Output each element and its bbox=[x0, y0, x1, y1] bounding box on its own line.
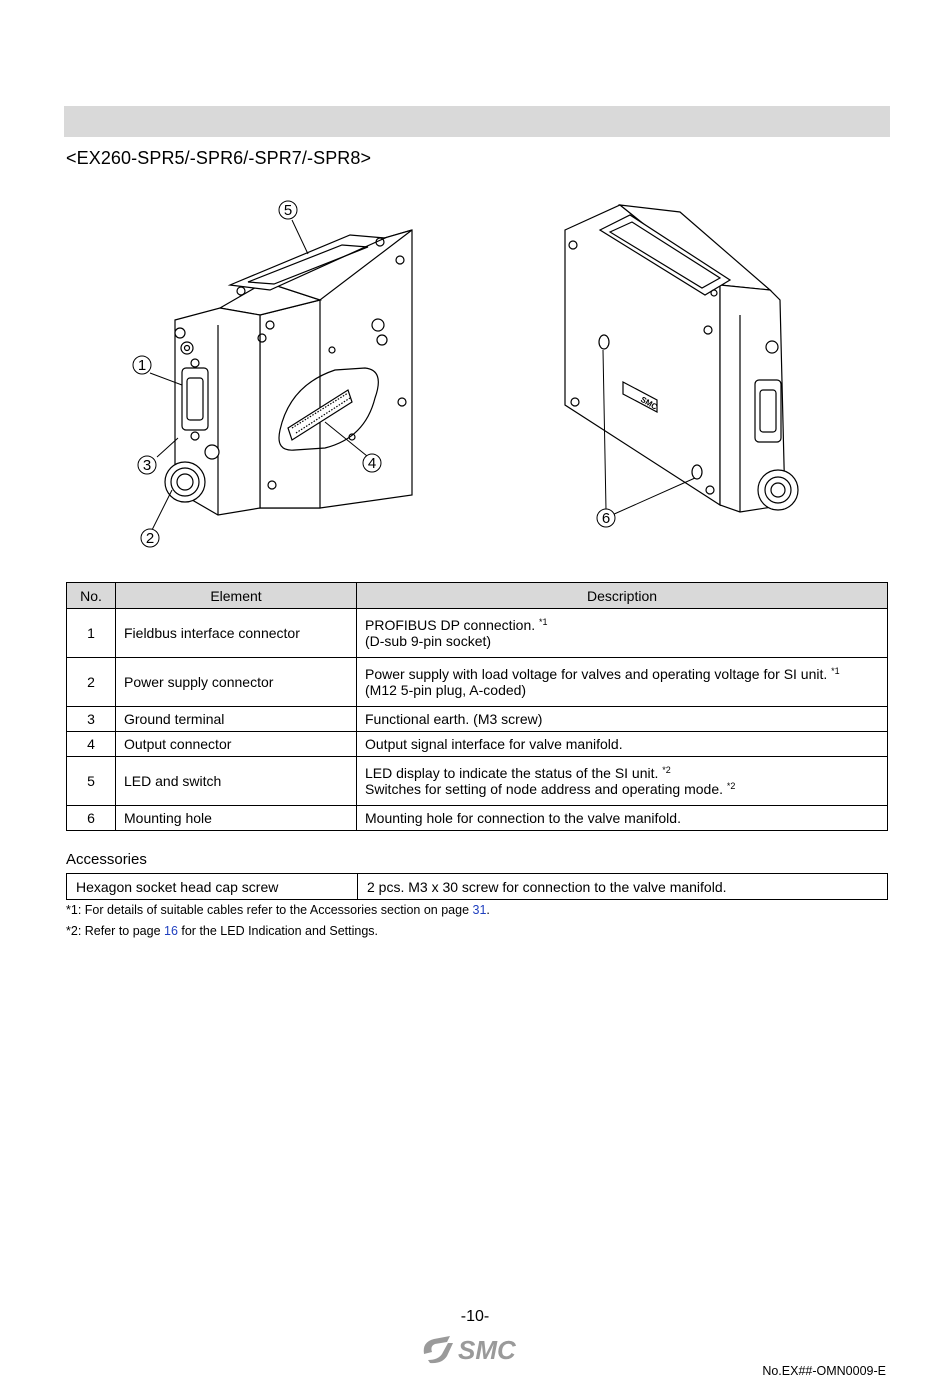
callout-5 bbox=[279, 201, 297, 219]
row-no: 2 bbox=[67, 658, 116, 707]
unit-rear-view bbox=[565, 205, 798, 512]
element-table bbox=[66, 582, 888, 831]
smc-logo bbox=[420, 1330, 532, 1366]
svg-text:3: 3 bbox=[142, 457, 152, 474]
callout-4 bbox=[363, 454, 381, 472]
body-logo-text: SMC bbox=[639, 394, 659, 412]
table-row bbox=[67, 874, 888, 900]
unit-front-view bbox=[165, 230, 412, 515]
svg-text:SMC: SMC bbox=[458, 1335, 516, 1365]
header-no: No. bbox=[67, 583, 116, 609]
row-description: LED display to indicate the status of the SI unit. $^{*2}$ Switches for setting of node address and operating mode. $^{*2}$ bbox=[357, 757, 888, 806]
product-figure bbox=[120, 190, 820, 560]
svg-text:2: 2 bbox=[145, 530, 155, 547]
callout-6 bbox=[597, 509, 615, 527]
accessories-table bbox=[66, 873, 888, 900]
table-row bbox=[67, 806, 888, 831]
row-description: PROFIBUS DP connection. $^{*1}$ (D-sub 9-pin socket) bbox=[357, 609, 888, 658]
svg-text:1: 1 bbox=[137, 357, 147, 374]
row-description: Power supply with load voltage for valves and operating voltage for SI unit. $^{*1}$ (M12 5-pin plug, A-coded) bbox=[357, 658, 888, 707]
row-element: Ground terminal bbox=[116, 707, 357, 732]
document-number: No.EX##-OMN0009-E bbox=[762, 1364, 886, 1378]
table-header-row bbox=[67, 583, 888, 609]
row-description: Functional earth. (M3 screw) bbox=[357, 707, 888, 732]
table-row bbox=[67, 609, 888, 658]
row-description: Mounting hole for connection to the valve manifold. bbox=[357, 806, 888, 831]
row-element: Output connector bbox=[116, 732, 357, 757]
page-number: -10- bbox=[460, 1308, 490, 1325]
callout-1 bbox=[133, 356, 151, 374]
page-link-16[interactable]: 16 bbox=[164, 924, 178, 938]
section-header-bar bbox=[64, 106, 890, 137]
row-no: 6 bbox=[67, 806, 116, 831]
header-element: Element bbox=[116, 583, 357, 609]
row-no: 5 bbox=[67, 757, 116, 806]
row-element: LED and switch bbox=[116, 757, 357, 806]
row-element: Fieldbus interface connector bbox=[116, 609, 357, 658]
page-link-31[interactable]: 31 bbox=[472, 903, 487, 917]
table-row bbox=[67, 658, 888, 707]
row-no: 4 bbox=[67, 732, 116, 757]
svg-text:4: 4 bbox=[367, 455, 377, 472]
footnote-2: *2: Refer to page 16 for the LED Indication and Settings. bbox=[66, 924, 379, 938]
svg-text:5: 5 bbox=[283, 202, 293, 219]
model-title: <EX260-SPR5/-SPR6/-SPR7/-SPR8> bbox=[66, 148, 372, 168]
row-element: Mounting hole bbox=[116, 806, 357, 831]
row-description: Output signal interface for valve manifold. bbox=[357, 732, 888, 757]
callout-3 bbox=[138, 456, 156, 474]
header-description: Description bbox=[357, 583, 888, 609]
table-row bbox=[67, 707, 888, 732]
accessory-description: 2 pcs. M3 x 30 screw for connection to the valve manifold. bbox=[358, 874, 888, 900]
footnote-1: *1: For details of suitable cables refer to the Accessories section on page 31. bbox=[66, 903, 490, 917]
table-row bbox=[67, 757, 888, 806]
callout-2 bbox=[141, 529, 159, 547]
accessories-title: Accessories bbox=[66, 851, 147, 868]
row-element: Power supply connector bbox=[116, 658, 357, 707]
row-no: 3 bbox=[67, 707, 116, 732]
accessory-name: Hexagon socket head cap screw bbox=[67, 874, 358, 900]
row-no: 1 bbox=[67, 609, 116, 658]
table-row bbox=[67, 732, 888, 757]
svg-text:6: 6 bbox=[601, 510, 611, 527]
